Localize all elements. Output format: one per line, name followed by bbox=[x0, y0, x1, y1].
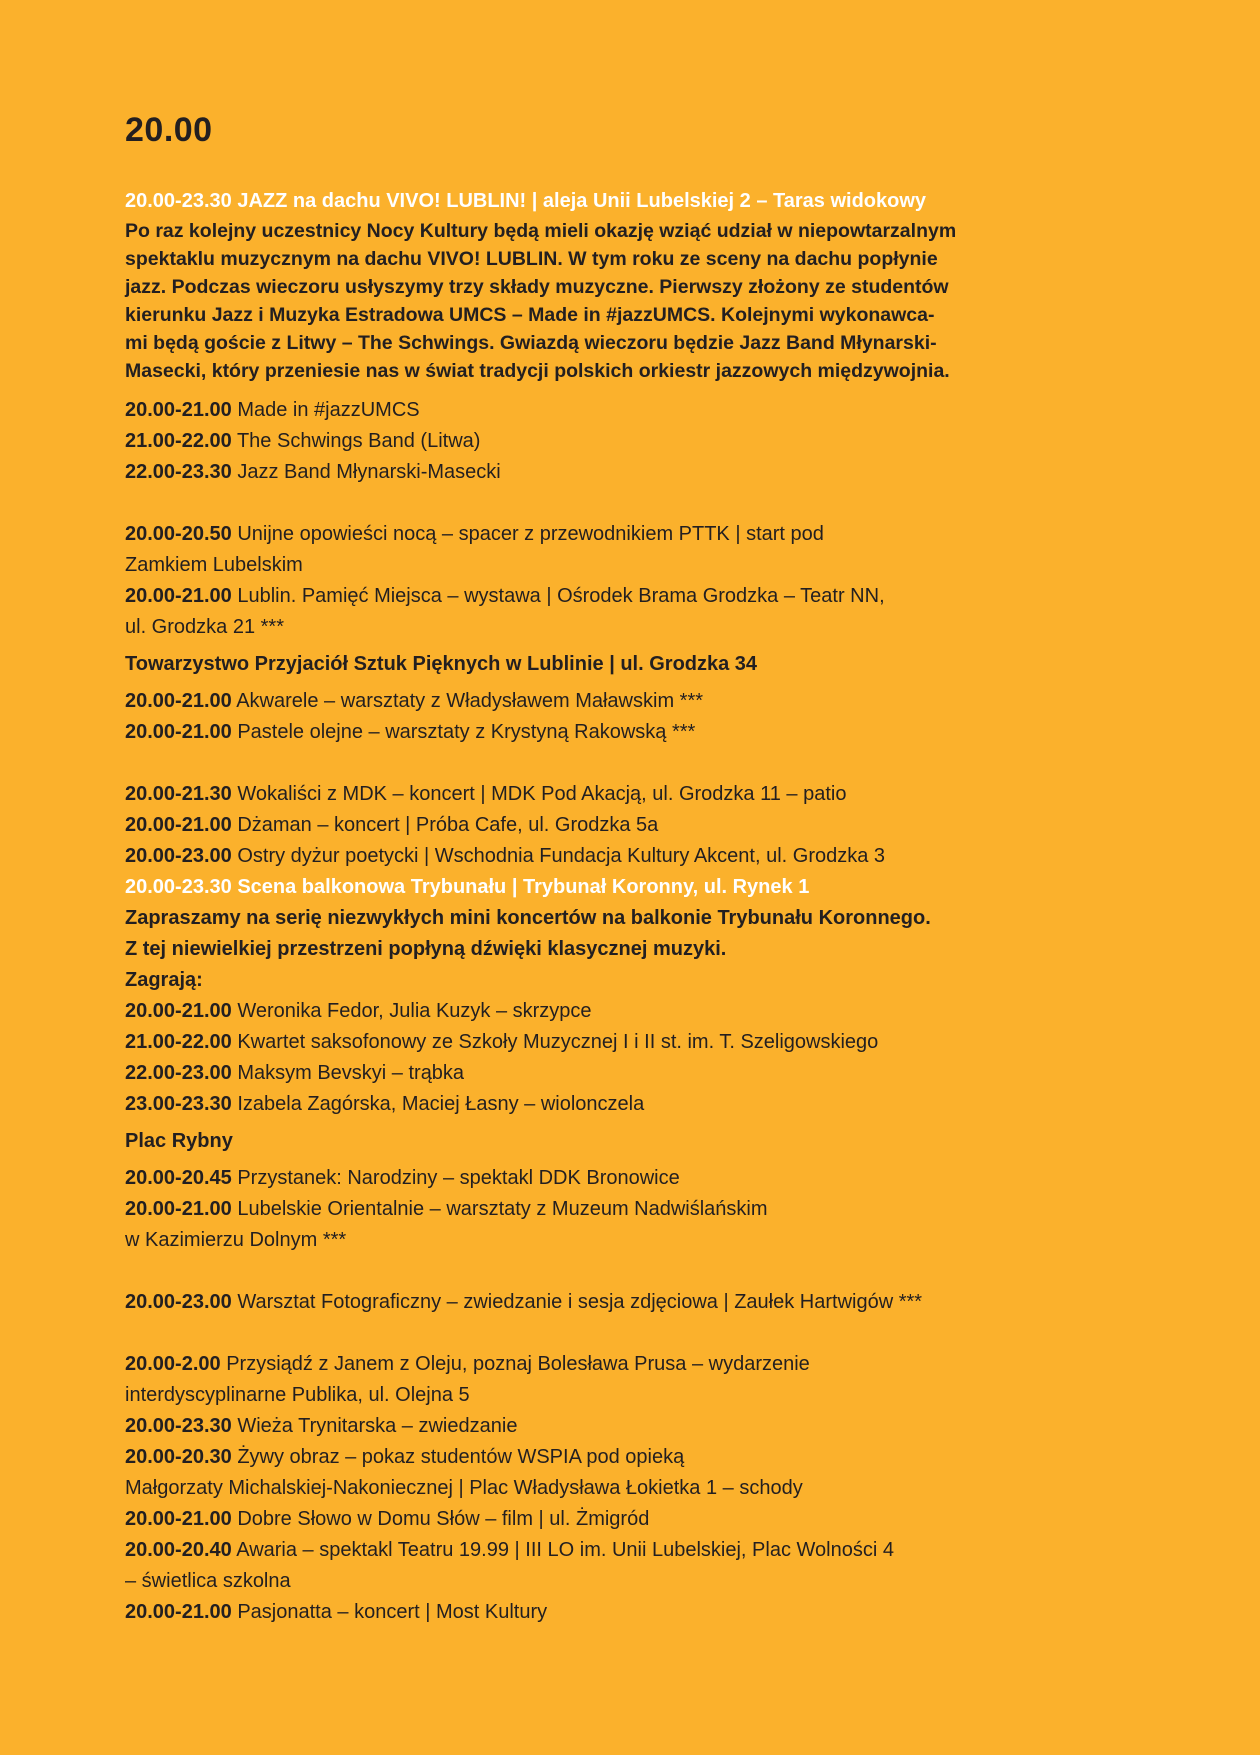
event-text: Lublin. Pamięć Miejsca – wystawa | Ośrodek Brama Grodzka – Teatr NN, bbox=[237, 585, 885, 607]
event-text: Warsztat Fotograficzny – zwiedzanie i sesja zdjęciowa | Zaułek Hartwigów *** bbox=[237, 1291, 923, 1313]
schedule-item-line bbox=[125, 1442, 1165, 1473]
event-text: Kwartet saksofonowy ze Szkoły Muzycznej I i II st. im. T. Szeligowskiego bbox=[237, 1031, 879, 1053]
event-time: 20.00-20.30 bbox=[125, 1446, 232, 1468]
schedule-item-line bbox=[125, 1163, 1165, 1194]
event-time: 20.00-21.00 bbox=[125, 721, 232, 743]
schedule-item-line bbox=[125, 1349, 1165, 1380]
schedule-item bbox=[125, 717, 1165, 748]
schedule-item bbox=[125, 395, 1165, 426]
spacer bbox=[125, 1318, 1165, 1349]
schedule-item bbox=[125, 457, 1165, 488]
schedule-item bbox=[125, 581, 1165, 643]
event-time: 20.00-21.00 bbox=[125, 585, 232, 607]
schedule-item-line bbox=[125, 1089, 1165, 1120]
event-time: 20.00-23.00 bbox=[125, 1291, 232, 1313]
time-heading: 20.00 bbox=[125, 111, 213, 149]
event-text: Unijne opowieści nocą – spacer z przewodnikiem PTTK | start pod bbox=[237, 523, 824, 545]
schedule-item bbox=[125, 996, 1165, 1027]
schedule-item-line bbox=[125, 1504, 1165, 1535]
event-text: Pastele olejne – warsztaty z Krystyną Rakowską *** bbox=[237, 721, 696, 743]
event-time: 23.00-23.30 bbox=[125, 1093, 232, 1115]
description-line: kierunku Jazz i Muzyka Estradowa UMCS – Made in #jazzUMCS. Kolejnymi wykonawca- bbox=[125, 304, 935, 326]
schedule-list bbox=[125, 186, 1165, 1628]
description-line: mi będą goście z Litwy – The Schwings. Gwiazdą wieczoru będzie Jazz Band Młynarski- bbox=[125, 332, 937, 354]
schedule-item-line bbox=[125, 1287, 1165, 1318]
venue-section-heading: Towarzystwo Przyjaciół Sztuk Pięknych w Lublinie | ul. Grodzka 34 bbox=[125, 653, 758, 675]
event-text-continued: interdyscyplinarne Publika, ul. Olejna 5 bbox=[125, 1384, 470, 1406]
schedule-item bbox=[125, 1163, 1165, 1194]
event-text: Lubelskie Orientalnie – warsztaty z Muzeum Nadwiślańskim bbox=[237, 1198, 768, 1220]
schedule-item-line bbox=[125, 1597, 1165, 1628]
schedule-item-line bbox=[125, 1027, 1165, 1058]
schedule-item-line bbox=[125, 581, 1165, 612]
event-text: Przysiądź z Janem z Oleju, poznaj Bolesława Prusa – wydarzenie bbox=[226, 1353, 810, 1375]
event-text: Awaria – spektakl Teatru 19.99 | III LO im. Unii Lubelskiej, Plac Wolności 4 bbox=[236, 1539, 894, 1561]
schedule-item-line bbox=[125, 1058, 1165, 1089]
schedule-item-line bbox=[125, 686, 1165, 717]
schedule-item bbox=[125, 1349, 1165, 1411]
event-time: 20.00-21.30 bbox=[125, 783, 232, 805]
spacer bbox=[125, 1256, 1165, 1287]
event-time: 20.00-2.00 bbox=[125, 1353, 221, 1375]
description-line: Z tej niewielkiej przestrzeni popłyną dźwięki klasycznej muzyki. bbox=[125, 938, 727, 960]
schedule-item-line bbox=[125, 395, 1165, 426]
event-title-highlight: 20.00-23.30 Scena balkonowa Trybunału | Trybunał Koronny, ul. Rynek 1 bbox=[125, 876, 810, 898]
event-time: 20.00-20.40 bbox=[125, 1539, 232, 1561]
event-text: Przystanek: Narodziny – spektakl DDK Bronowice bbox=[237, 1167, 680, 1189]
event-time: 21.00-22.00 bbox=[125, 430, 232, 452]
event-text-continued: Małgorzaty Michalskiej-Nakoniecznej | Plac Władysława Łokietka 1 – schody bbox=[125, 1477, 803, 1499]
event-time: 20.00-20.50 bbox=[125, 523, 232, 545]
schedule-item bbox=[125, 1597, 1165, 1628]
schedule-item-line bbox=[125, 841, 1165, 872]
event-time: 20.00-21.00 bbox=[125, 814, 232, 836]
event-text: Maksym Bevskyi – trąbka bbox=[237, 1062, 465, 1084]
event-text-continued: Zamkiem Lubelskim bbox=[125, 554, 303, 576]
description-line: Masecki, który przeniesie nas w świat tradycji polskich orkiestr jazzowych międzywojnia. bbox=[125, 360, 950, 382]
event-time: 20.00-21.00 bbox=[125, 1601, 232, 1623]
schedule-item bbox=[125, 1194, 1165, 1256]
schedule-item bbox=[125, 1287, 1165, 1318]
venue-section-heading: Plac Rybny bbox=[125, 1130, 233, 1152]
schedule-item bbox=[125, 686, 1165, 717]
event-text-continued: w Kazimierzu Dolnym *** bbox=[125, 1229, 347, 1251]
spacer bbox=[125, 385, 1165, 395]
schedule-item bbox=[125, 779, 1165, 810]
event-text: Wokaliści z MDK – koncert | MDK Pod Akacją, ul. Grodzka 11 – patio bbox=[237, 783, 847, 805]
schedule-item bbox=[125, 1027, 1165, 1058]
event-text-continued: ul. Grodzka 21 *** bbox=[125, 616, 284, 638]
schedule-item bbox=[125, 1442, 1165, 1504]
schedule-item bbox=[125, 1504, 1165, 1535]
schedule-item-line bbox=[125, 519, 1165, 550]
schedule-item-line bbox=[125, 1535, 1165, 1566]
schedule-item-line bbox=[125, 1411, 1165, 1442]
event-time: 20.00-23.00 bbox=[125, 845, 232, 867]
description-line: spektaklu muzycznym na dachu VIVO! LUBLIN. W tym roku ze sceny na dachu popłynie bbox=[125, 248, 938, 270]
description-line: jazz. Podczas wieczoru usłyszymy trzy składy muzyczne. Pierwszy złożony ze studentów bbox=[125, 276, 949, 298]
event-text: Akwarele – warsztaty z Władysławem Maławskim *** bbox=[236, 690, 704, 712]
description-line: Zapraszamy na serię niezwykłych mini koncertów na balkonie Trybunału Koronnego. bbox=[125, 907, 931, 929]
event-text: Dżaman – koncert | Próba Cafe, ul. Grodzka 5a bbox=[237, 814, 659, 836]
event-time: 22.00-23.30 bbox=[125, 461, 232, 483]
description-line: Po raz kolejny uczestnicy Nocy Kultury będą mieli okazję wziąć udział w niepowtarzalnym bbox=[125, 220, 957, 242]
event-text-continued: – świetlica szkolna bbox=[125, 1570, 291, 1592]
event-text: Dobre Słowo w Domu Słów – film | ul. Żmigród bbox=[237, 1508, 650, 1530]
event-description bbox=[125, 903, 1165, 996]
event-time: 20.00-23.30 bbox=[125, 1415, 232, 1437]
schedule-item bbox=[125, 426, 1165, 457]
event-time: 20.00-21.00 bbox=[125, 1000, 232, 1022]
event-text: The Schwings Band (Litwa) bbox=[236, 430, 481, 452]
schedule-item bbox=[125, 810, 1165, 841]
event-text: Żywy obraz – pokaz studentów WSPIA pod opieką bbox=[237, 1446, 685, 1468]
event-title-highlight: 20.00-23.30 JAZZ na dachu VIVO! LUBLIN! | aleja Unii Lubelskiej 2 – Taras widokowy bbox=[125, 190, 927, 212]
event-description bbox=[125, 217, 1165, 385]
schedule-item bbox=[125, 1089, 1165, 1120]
schedule-item-line bbox=[125, 426, 1165, 457]
event-text: Izabela Zagórska, Maciej Łasny – wiolonczela bbox=[237, 1093, 645, 1115]
event-text: Wieża Trynitarska – zwiedzanie bbox=[237, 1415, 518, 1437]
event-text: Made in #jazzUMCS bbox=[237, 399, 420, 421]
event-text: Weronika Fedor, Julia Kuzyk – skrzypce bbox=[237, 1000, 592, 1022]
spacer bbox=[125, 488, 1165, 519]
event-time: 20.00-20.45 bbox=[125, 1167, 232, 1189]
schedule-item-line bbox=[125, 1194, 1165, 1225]
schedule-item bbox=[125, 1535, 1165, 1597]
event-time: 20.00-21.00 bbox=[125, 399, 232, 421]
schedule-item bbox=[125, 1411, 1165, 1442]
program-page bbox=[125, 110, 1165, 1628]
event-text: Pasjonatta – koncert | Most Kultury bbox=[237, 1601, 548, 1623]
event-time: 20.00-21.00 bbox=[125, 1508, 232, 1530]
schedule-item bbox=[125, 1058, 1165, 1089]
schedule-item bbox=[125, 841, 1165, 872]
event-time: 21.00-22.00 bbox=[125, 1031, 232, 1053]
schedule-item-line bbox=[125, 457, 1165, 488]
event-time: 20.00-21.00 bbox=[125, 1198, 232, 1220]
spacer bbox=[125, 748, 1165, 779]
event-time: 22.00-23.00 bbox=[125, 1062, 232, 1084]
schedule-item bbox=[125, 519, 1165, 581]
event-time: 20.00-21.00 bbox=[125, 690, 232, 712]
schedule-item-line bbox=[125, 996, 1165, 1027]
schedule-item-line bbox=[125, 717, 1165, 748]
event-text: Jazz Band Młynarski-Masecki bbox=[237, 461, 501, 483]
schedule-item-line bbox=[125, 810, 1165, 841]
event-text: Ostry dyżur poetycki | Wschodnia Fundacja Kultury Akcent, ul. Grodzka 3 bbox=[237, 845, 886, 867]
schedule-item-line bbox=[125, 779, 1165, 810]
description-line: Zagrają: bbox=[125, 969, 203, 991]
